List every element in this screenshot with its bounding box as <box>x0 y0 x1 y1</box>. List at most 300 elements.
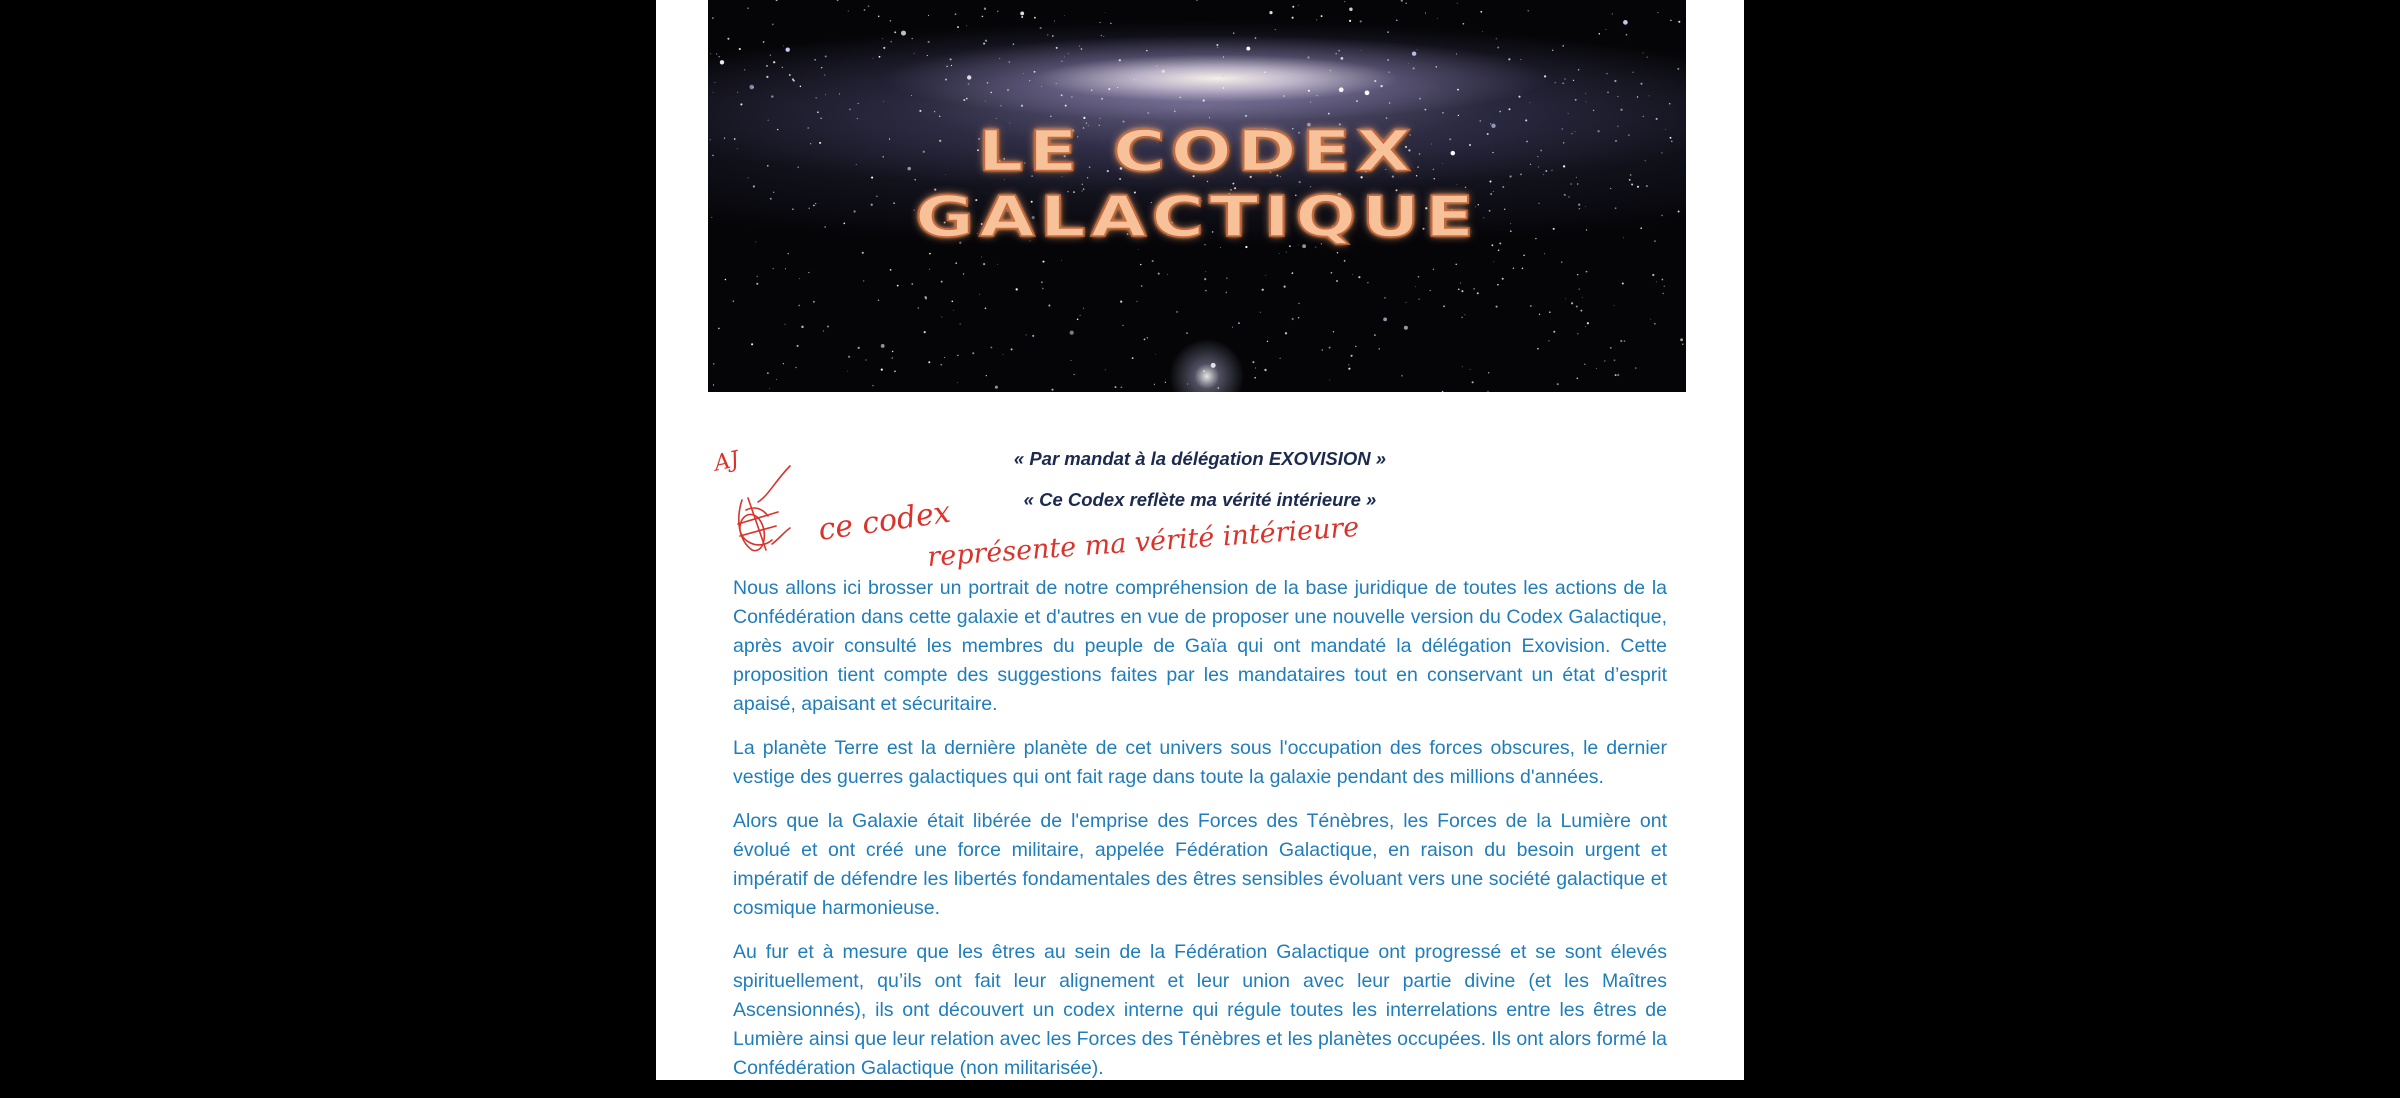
star <box>1101 35 1103 37</box>
star <box>714 82 715 83</box>
star <box>770 54 771 55</box>
star <box>796 367 797 368</box>
star <box>955 262 957 264</box>
star <box>1513 268 1514 269</box>
star <box>1205 290 1207 292</box>
star <box>712 17 714 19</box>
star <box>720 60 724 64</box>
star <box>950 58 952 60</box>
star <box>1563 83 1564 84</box>
star <box>991 347 993 349</box>
star <box>737 92 738 93</box>
star <box>990 92 991 93</box>
star <box>1308 90 1310 92</box>
star <box>1223 87 1224 88</box>
star <box>1577 274 1578 275</box>
star <box>960 324 961 325</box>
star <box>1463 23 1465 25</box>
star <box>1176 311 1178 313</box>
star <box>1374 334 1375 335</box>
star <box>1041 281 1043 283</box>
star <box>892 351 893 352</box>
star <box>1110 23 1112 25</box>
paragraph: Alors que la Galaxie était libérée de l'emprise des Forces des Ténèbres, les Forces de la Lumière ont évolué et ont créé une force militaire, appelée Fédération Galactique, en raison du besoin urgent et impératif de défendre les libertés fondamentales des êtres sensibles évoluant vers une société galactique et cosmique harmonieuse. <box>733 810 1667 919</box>
star <box>1456 54 1457 55</box>
star <box>1041 86 1042 87</box>
star <box>1413 67 1415 69</box>
star <box>1497 46 1499 48</box>
star <box>919 110 921 112</box>
star <box>1165 382 1166 383</box>
star <box>1120 300 1122 302</box>
star <box>808 272 809 273</box>
star <box>1065 105 1067 107</box>
star <box>984 8 986 10</box>
star <box>1298 303 1299 304</box>
star <box>1254 377 1256 379</box>
star <box>1522 268 1523 269</box>
star <box>1186 332 1188 334</box>
star <box>1457 3 1458 4</box>
star <box>1383 318 1387 322</box>
star <box>1367 282 1368 283</box>
star <box>939 116 940 117</box>
star <box>966 98 968 100</box>
star <box>1056 47 1058 49</box>
star <box>946 66 948 68</box>
star <box>1147 112 1149 114</box>
star <box>772 24 774 26</box>
star <box>957 355 958 356</box>
star <box>1493 261 1494 262</box>
star <box>1337 252 1339 254</box>
star <box>1079 46 1080 47</box>
star <box>1071 96 1073 98</box>
star <box>1643 52 1644 53</box>
star <box>1568 113 1569 114</box>
star <box>848 356 850 358</box>
star <box>1555 82 1556 83</box>
star <box>1418 298 1419 299</box>
star <box>1596 368 1597 369</box>
star <box>1358 276 1360 278</box>
star <box>1530 305 1532 307</box>
star <box>914 53 915 54</box>
star <box>999 58 1000 59</box>
star <box>911 95 912 96</box>
star <box>1211 363 1216 368</box>
star <box>940 364 942 366</box>
star <box>776 0 778 1</box>
star <box>927 55 928 56</box>
star <box>1217 387 1219 389</box>
star <box>1576 305 1578 307</box>
star <box>1321 349 1323 351</box>
star <box>1355 346 1356 347</box>
star <box>1624 340 1625 341</box>
star <box>1573 80 1574 81</box>
star <box>1356 100 1358 102</box>
star <box>1388 72 1389 73</box>
star <box>1557 383 1559 385</box>
star <box>1029 80 1030 81</box>
star <box>872 385 873 386</box>
star <box>1442 391 1444 393</box>
paragraph: Nous allons ici brosser un portrait de notre compréhension de la base juridique de toutes les actions de la Confédération dans cette galaxie et d'autres en vue de proposer une nouvelle version du Codex Galactique, après avoir consulté les membres du peuple de Gaïa qui ont mandaté la délégation Exovision. Cette proposition tient compte des suggestions faites par les mandataires tout en conservant un état d’esprit apaisé, apaisant et sécuritaire. <box>733 577 1667 715</box>
star <box>901 31 906 36</box>
star <box>1328 113 1330 115</box>
star <box>1593 110 1594 111</box>
star <box>733 301 734 302</box>
star <box>1614 80 1616 82</box>
star <box>1269 11 1272 14</box>
star <box>1374 80 1376 82</box>
star <box>963 99 965 101</box>
star <box>1000 105 1001 106</box>
star <box>1292 6 1294 8</box>
star <box>957 26 959 28</box>
star <box>1034 71 1036 73</box>
star <box>1016 288 1018 290</box>
star <box>1103 36 1104 37</box>
star <box>1437 18 1438 19</box>
paragraph: Au fur et à mesure que les êtres au sein de la Fédération Galactique ont progressé et se sont élevés spirituellement, qu’ils ont fait leur alignement et leur union avec leur partie divine (et les Maîtres Ascensionnés), ils ont découvert un codex interne qui régule toutes les interrelations entre les êtres de Lumière ainsi que leur relation avec les Forces des Ténèbres et les planètes occupées. Ils ont alors formé la Confédération Galactique (non militarisée). <box>733 941 1667 1079</box>
star <box>1122 325 1123 326</box>
star <box>929 269 930 270</box>
star <box>1064 56 1065 57</box>
star <box>1496 306 1498 308</box>
star <box>878 300 879 301</box>
banner-title: LE CODEX GALACTIQUE <box>914 118 1480 250</box>
star <box>941 317 942 318</box>
star <box>1003 354 1004 355</box>
star <box>1436 66 1437 67</box>
star <box>1341 57 1344 60</box>
star <box>1487 391 1488 392</box>
star <box>1203 99 1205 101</box>
star <box>1649 96 1650 97</box>
star <box>1071 360 1072 361</box>
star <box>1529 102 1530 103</box>
star <box>983 263 985 265</box>
star <box>862 252 864 254</box>
star <box>985 307 987 309</box>
star <box>1643 116 1644 117</box>
star <box>997 264 998 265</box>
star <box>1307 56 1309 58</box>
star <box>858 103 859 104</box>
star <box>1284 286 1286 288</box>
star <box>716 54 717 55</box>
star <box>967 75 971 79</box>
star <box>1216 44 1218 46</box>
star <box>890 20 892 22</box>
star <box>1351 355 1353 357</box>
star <box>767 372 769 374</box>
star <box>1083 308 1084 309</box>
star <box>1360 20 1362 22</box>
star <box>1021 105 1023 107</box>
star <box>1443 305 1445 307</box>
star <box>1650 319 1651 320</box>
star <box>1417 49 1418 50</box>
star <box>1623 20 1628 25</box>
star <box>814 59 815 60</box>
star <box>1496 38 1497 39</box>
star <box>713 384 714 385</box>
star <box>1141 285 1143 287</box>
star <box>1462 317 1463 318</box>
star <box>1047 34 1048 35</box>
star <box>1286 252 1287 253</box>
star <box>1068 53 1069 54</box>
star <box>725 279 727 281</box>
star <box>1203 370 1205 372</box>
star <box>849 109 851 111</box>
star <box>1108 88 1110 90</box>
star <box>1680 338 1683 341</box>
star <box>928 15 929 16</box>
star <box>1430 290 1431 291</box>
star <box>1652 274 1654 276</box>
star <box>1612 13 1613 14</box>
star <box>1155 354 1156 355</box>
star <box>1562 45 1564 47</box>
star <box>1040 27 1042 29</box>
star <box>982 16 984 18</box>
star <box>985 101 986 102</box>
star <box>1585 101 1586 102</box>
star <box>1205 271 1206 272</box>
mandate-line: « Par mandat à la délégation EXOVISION » <box>1013 448 1387 469</box>
star <box>1226 277 1227 278</box>
star <box>1664 286 1665 287</box>
star <box>1101 98 1103 100</box>
star <box>1442 112 1444 114</box>
star <box>1615 374 1617 376</box>
signature-mark <box>738 466 790 551</box>
star <box>1279 253 1280 254</box>
star <box>1144 339 1146 341</box>
star <box>749 85 753 89</box>
star <box>1552 50 1553 51</box>
star <box>1174 111 1176 113</box>
star <box>823 330 824 331</box>
star <box>1604 360 1605 361</box>
star <box>1462 366 1463 367</box>
star <box>911 38 912 39</box>
star <box>727 38 729 40</box>
star <box>785 268 786 269</box>
star <box>1564 78 1565 79</box>
star <box>1009 61 1011 63</box>
star <box>1196 0 1198 1</box>
star <box>783 46 784 47</box>
star <box>892 357 894 359</box>
star <box>1477 292 1479 294</box>
star <box>788 253 789 254</box>
star <box>1329 347 1331 349</box>
star <box>957 382 958 383</box>
star <box>1316 19 1317 20</box>
star <box>1226 292 1228 294</box>
star <box>1051 389 1053 391</box>
star <box>1255 368 1256 369</box>
star <box>744 69 745 70</box>
star <box>1565 299 1566 300</box>
star <box>1335 53 1337 55</box>
star <box>972 352 974 354</box>
star <box>1223 75 1225 77</box>
star <box>1458 115 1459 116</box>
star <box>1662 279 1664 281</box>
star <box>797 345 799 347</box>
star <box>997 11 998 12</box>
star <box>1537 348 1539 350</box>
star <box>1154 384 1155 385</box>
handwritten-line-1: ce codex <box>816 494 953 548</box>
star <box>1245 115 1247 117</box>
star <box>1217 47 1218 48</box>
star <box>1167 274 1168 275</box>
star <box>1576 377 1578 379</box>
star <box>1607 92 1609 94</box>
star <box>1584 363 1586 365</box>
star <box>783 363 784 364</box>
star <box>1384 297 1385 298</box>
star <box>1617 96 1618 97</box>
star <box>1133 79 1134 80</box>
star <box>1587 322 1589 324</box>
star <box>799 278 800 279</box>
star <box>785 324 786 325</box>
star <box>713 363 714 364</box>
star <box>1064 15 1065 16</box>
star <box>981 257 982 258</box>
star <box>953 310 954 311</box>
star <box>1620 109 1622 111</box>
star <box>1020 11 1024 15</box>
star <box>1499 111 1501 113</box>
star <box>1138 249 1139 250</box>
star <box>1640 83 1642 85</box>
star <box>1119 59 1121 61</box>
star <box>1310 102 1311 103</box>
star <box>1260 312 1261 313</box>
star <box>798 305 800 307</box>
star <box>1007 89 1009 91</box>
star <box>1498 250 1500 252</box>
star <box>1461 290 1463 292</box>
star <box>1464 314 1465 315</box>
star <box>1408 63 1409 64</box>
star <box>1117 87 1118 88</box>
star <box>773 268 774 269</box>
star <box>1147 337 1148 338</box>
star <box>1586 271 1588 273</box>
star <box>1238 322 1240 324</box>
star <box>1285 332 1287 334</box>
codex-reflection-line: « Ce Codex reflète ma vérité intérieure » <box>1023 489 1377 510</box>
star <box>1042 288 1044 290</box>
star <box>1344 1 1345 2</box>
star <box>800 86 801 87</box>
star <box>1132 357 1134 359</box>
star <box>1387 59 1388 60</box>
star <box>757 276 758 277</box>
star <box>1579 289 1580 290</box>
star <box>740 103 742 105</box>
star <box>1654 323 1656 325</box>
star <box>848 11 849 12</box>
star <box>1091 89 1093 91</box>
handwritten-line-2: représente ma vérité intérieure <box>926 511 1361 573</box>
star <box>1316 95 1317 96</box>
star <box>1387 31 1389 33</box>
star <box>1419 98 1421 100</box>
star <box>1264 369 1266 371</box>
star <box>1298 5 1299 6</box>
star <box>1026 334 1027 335</box>
star <box>753 87 754 88</box>
star <box>883 101 884 102</box>
star <box>1548 340 1549 341</box>
star <box>928 41 930 43</box>
star <box>1544 253 1545 254</box>
star <box>1605 29 1606 30</box>
star <box>1637 96 1638 97</box>
star <box>1156 66 1157 67</box>
star <box>1013 43 1015 45</box>
star <box>1265 275 1266 276</box>
star <box>1232 327 1233 328</box>
star <box>1401 0 1403 2</box>
star <box>868 5 870 7</box>
star <box>1658 12 1659 13</box>
star <box>924 331 926 333</box>
star <box>786 48 790 52</box>
star <box>1404 326 1408 330</box>
star <box>821 67 822 68</box>
star <box>816 97 817 98</box>
star <box>1339 87 1344 92</box>
star <box>864 9 866 11</box>
star <box>1520 59 1521 60</box>
star <box>1379 348 1380 349</box>
star <box>1061 94 1063 96</box>
star <box>1023 73 1024 74</box>
star <box>1401 375 1403 377</box>
star <box>718 56 720 58</box>
star <box>827 325 829 327</box>
star <box>955 13 957 15</box>
star <box>825 94 826 95</box>
star <box>1460 282 1461 283</box>
star <box>1670 20 1672 22</box>
star <box>966 25 967 26</box>
star <box>1121 386 1123 388</box>
star <box>756 283 758 285</box>
star <box>1647 57 1648 58</box>
star <box>1281 82 1282 83</box>
star <box>1561 261 1562 262</box>
star <box>1577 333 1578 334</box>
star <box>1336 280 1338 282</box>
star <box>1620 340 1622 342</box>
star <box>894 371 896 373</box>
star <box>897 285 899 287</box>
star <box>1077 319 1079 321</box>
